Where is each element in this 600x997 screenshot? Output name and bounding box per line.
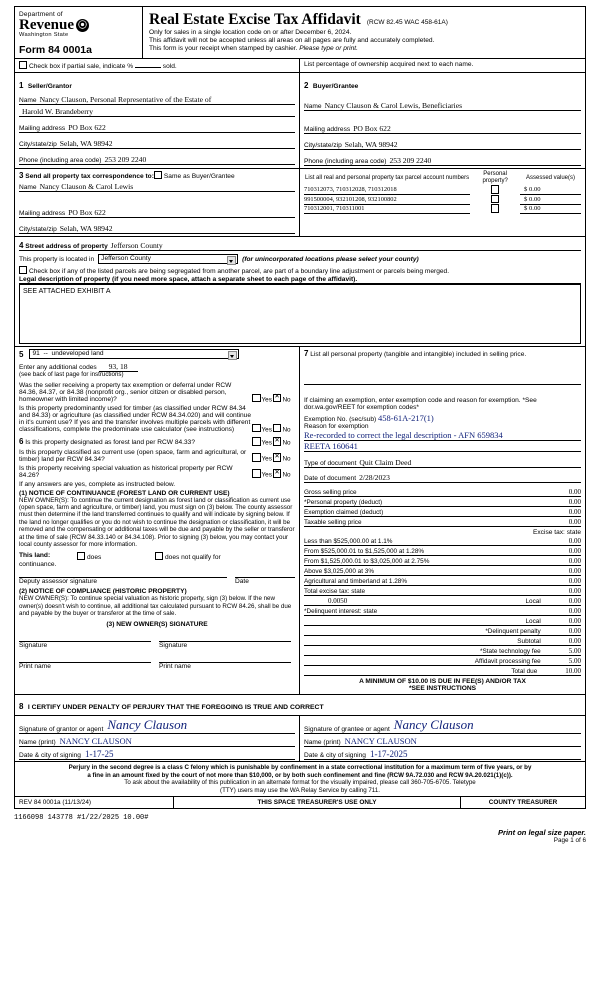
additional-codes-row: [19, 362, 295, 371]
new-owner-signature-title: (3) NEW OWNER(S) SIGNATURE: [106, 620, 208, 628]
seller-mail-row[interactable]: [19, 121, 295, 133]
correspondence-heading: [19, 171, 295, 180]
certify-number: 8: [19, 702, 24, 711]
department-label: Department of: [19, 11, 63, 18]
buyer-name-value: Nancy Clauson & Carol Lewis, Beneficiaries: [324, 101, 463, 110]
gross-selling-price-amount[interactable]: 0.00: [568, 488, 581, 496]
forestland-q2-answer[interactable]: Yes ✕ No: [251, 453, 295, 463]
buyer-mail-row[interactable]: [304, 122, 581, 134]
deputy-assessor-labels: [19, 578, 295, 585]
buyer-name-row[interactable]: [304, 99, 581, 111]
county-row: [19, 254, 581, 264]
partial-sale-row: [15, 59, 585, 73]
personal-property-text: List all personal property (tangible and intangible) included in selling price.: [310, 351, 527, 358]
footer-row: [15, 796, 585, 808]
buyer-mail-label: Mailing address: [304, 126, 351, 133]
same-as-buyer-label: Same as Buyer/Grantee: [163, 173, 235, 180]
bracket-row-3: [304, 566, 581, 576]
chevron-down-icon[interactable]: [227, 256, 236, 265]
bracket-row-0: [304, 536, 581, 546]
assessed-value-2[interactable]: $ 0.00: [520, 204, 581, 214]
correspondence-city-label: City/state/zip: [19, 226, 57, 233]
doc-type-value: Quit Claim Deed: [359, 458, 412, 467]
bracket-amount-2[interactable]: 0.00: [568, 557, 581, 565]
signature-label-2: Signature: [159, 641, 188, 649]
partial-sale-percent-input[interactable]: [135, 67, 161, 68]
forestland-q3-text: Is this property receiving special valuation as historical property per RCW 84.26?: [19, 464, 233, 479]
correspondence-name-row[interactable]: [19, 180, 295, 192]
grantee-date-label: Date & city of signing: [304, 752, 366, 759]
delinquent-penalty-amount[interactable]: 0.00: [568, 627, 581, 635]
assessed-value-col-header: Assessed value(s): [526, 174, 576, 181]
form-number: Form 84 0001a: [19, 44, 92, 56]
timber-question-answer[interactable]: Yes No: [251, 424, 295, 434]
exemption-code-row: [304, 413, 581, 423]
seller-name2-row[interactable]: [19, 105, 295, 117]
land-use-description: undeveloped land: [51, 350, 104, 357]
certification-heading-row: [15, 695, 585, 716]
treasurer-space-label: THIS SPACE TREASURER'S USE ONLY: [174, 797, 461, 808]
bracket-label-0: Less than $525,000.00 at 1.1%: [304, 538, 393, 545]
personal-property-tax-block: [300, 347, 585, 694]
bracket-label-3: Above $3,025,000 at 3%: [304, 568, 374, 575]
grantee-name-label: Name (print): [304, 739, 341, 746]
correspondence-name-label: Name: [19, 184, 37, 191]
parcels-block: [300, 169, 585, 236]
delinquent-interest-row: [304, 606, 581, 616]
new-owner-print-lines: [19, 659, 295, 672]
exemption-code-value[interactable]: 458-61A-217(1): [378, 413, 434, 423]
bracket-label-4: Agricultural and timberland at 1.28%: [304, 578, 408, 585]
bracket-row-2: [304, 556, 581, 566]
deputy-assessor-label: Deputy assessor signature: [19, 578, 98, 586]
buyer-heading: [304, 75, 581, 93]
seller-phone-label: Phone (including area code): [19, 157, 102, 164]
rcw-citation: (RCW 82.45 WAC 458-61A): [366, 19, 448, 26]
personal-property-number: 7: [304, 349, 309, 358]
total-due-amount[interactable]: 10.00: [565, 667, 581, 675]
seller-block: [15, 73, 300, 168]
personal-property-checkbox-1[interactable]: [470, 195, 520, 205]
buyer-city-row[interactable]: [304, 138, 581, 150]
seller-name2-value: Harold W. Brandeberry: [22, 107, 94, 116]
taxable-selling-price-label: Taxable selling price: [304, 519, 362, 526]
table-row: [304, 185, 581, 195]
use-code-row: [19, 349, 295, 359]
form-header: [15, 7, 585, 59]
assessed-value-0[interactable]: $ 0.00: [520, 185, 581, 195]
affidavit-fee-amount[interactable]: 5.00: [568, 657, 581, 665]
delinquent-interest-label: *Delinquent interest: state: [304, 608, 378, 615]
delinquent-penalty-label: *Delinquent penalty: [485, 628, 541, 635]
signature-label-1: Signature: [19, 641, 48, 649]
form-title: [149, 11, 579, 29]
correspondence-number: 3: [19, 171, 24, 180]
this-land-label: This land:: [19, 552, 51, 560]
does-not-qualify-checkbox[interactable]: [155, 552, 163, 560]
total-due-row: [304, 666, 581, 676]
street-address-label: Street address of property: [25, 243, 108, 250]
exemption-reason-label: Reason for exemption: [304, 423, 369, 430]
perjury-line-2: a fine in an amount fixed by the court of not more than $10,000, or by both such confinement and fine (RCW 9A.72.030 and RCW 9A.20.021(1)(c)).: [87, 771, 513, 779]
form-subtitle-3: This form is your receipt when stamped by cashier. Please type or print.: [149, 45, 358, 53]
total-state-row: [304, 586, 581, 596]
property-address-section: [15, 237, 585, 347]
gross-selling-price-row: [304, 487, 581, 497]
page-number: Page 1 of 6: [553, 837, 586, 845]
exemption-question-answer[interactable]: Yes ✕ No: [251, 394, 295, 404]
notice-continuance-body: NEW OWNER(S): To continue the current designation as forest land or classification as current use (open space, farm and agriculture, or timber) land, you must sign on (3) below. The county assessor must then determine if the land transferred continues to qualify and will indicate by signing below. If the land no longer qualifies or you do not wish to continue the designation or classification, it will be removed and the compensating or additional taxes will be due and payable by the seller or transferor at the time of sale (RCW 84.33.140 or 84.34.108). Prior to signing (3) below, you may contact your local county assessor for more information.: [19, 496, 295, 548]
tech-fee-label: *State technology fee: [479, 648, 541, 655]
bracket-label-2: From $1,525,000.01 to $3,025,000 at 2.75%: [304, 558, 430, 565]
same-as-buyer-checkbox[interactable]: [154, 171, 162, 179]
form-subtitle-1: Only for sales in a single location code on or after December 6, 2024.: [149, 29, 352, 36]
street-address-row[interactable]: [19, 239, 581, 251]
forestland-number: 6: [19, 437, 24, 446]
taxable-selling-price-row: [304, 517, 581, 527]
doc-type-label: Type of document: [304, 460, 357, 467]
exemption-reason-value[interactable]: Re-recorded to correct the legal description - AFN 659834: [304, 430, 581, 441]
personal-property-deduct-row: [304, 497, 581, 507]
exemption-claimed-row: [304, 507, 581, 517]
historic-yes-checkbox[interactable]: [252, 469, 261, 478]
bracket-label-1: From $525,000.01 to $1,525,000 at 1.28%: [304, 548, 425, 555]
forestland-q2-row: [19, 449, 295, 463]
signature-section: [15, 716, 585, 762]
perjury-line-1: Perjury in the second degree is a class C felony which is punishable by confinement in a state correctional institution for a maximum term of five years, or by: [68, 764, 532, 771]
forestland-q1-answer[interactable]: Yes ✕ No: [251, 437, 295, 447]
county-label: This property is located in: [19, 255, 95, 263]
county-note: (for unincorporated locations please select your county): [242, 255, 419, 263]
grantor-sig-row[interactable]: [19, 717, 295, 734]
seller-city-value: Selah, WA 98942: [59, 139, 113, 148]
continuance-label: continuance.: [19, 561, 57, 569]
seller-heading: [19, 75, 295, 93]
affidavit-fee-label: Affidavit processing fee: [474, 658, 541, 665]
seller-city-row[interactable]: [19, 137, 295, 149]
gross-selling-price-label: Gross selling price: [304, 489, 357, 496]
segregated-label: Check box if any of the listed parcels are being segregated from another parcel, are part of a boundary line adjustment or parcels being merged.: [29, 268, 450, 275]
correspondence-mail-row[interactable]: [19, 206, 295, 218]
local-label: Local: [525, 598, 541, 605]
parcel-col-header: List all real and personal property tax parcel account numbers: [305, 174, 470, 181]
notice-compliance-title: (2) NOTICE OF COMPLIANCE (HISTORIC PROPERTY): [19, 588, 187, 596]
correspondence-block: [15, 169, 300, 236]
perjury-block: [15, 762, 585, 796]
parcel-number-0[interactable]: 710312073, 710312028, 710312018: [304, 185, 470, 195]
legal-size-note: Print on legal size paper.: [498, 828, 586, 838]
tech-fee-row: [304, 646, 581, 656]
grantee-signature-block: [300, 716, 585, 761]
personal-property-deduct-label: *Personal property (deduct): [304, 499, 383, 506]
legal-description-label: Legal description of property (if you need more space, attach a separate sheet to each page of the affidavit).: [19, 276, 581, 284]
bracket-amount-4[interactable]: 0.00: [568, 577, 581, 585]
correspondence-city-value: Selah, WA 98942: [59, 224, 113, 233]
seller-heading-text: Seller/Grantor: [27, 83, 72, 90]
delinquent-penalty-row: [304, 626, 581, 636]
doc-date-label: Date of document: [304, 475, 357, 482]
timber-question-row: [19, 405, 295, 433]
exemption-code-label: Exemption No. (sec/sub): [304, 416, 377, 423]
chevron-down-icon[interactable]: [228, 351, 237, 360]
forestland-ifany-note: If any answers are yes, complete as instructed below.: [19, 480, 176, 488]
buyer-phone-row[interactable]: [304, 154, 581, 166]
perjury-line-4: (TTY) users may use the WA Relay Service by calling 711.: [220, 786, 380, 794]
excise-tax-state-header: Excise tax: state: [532, 529, 581, 536]
correspondence-heading-text: Send all property tax correspondence to:: [25, 173, 154, 180]
deputy-date-label: Date: [235, 578, 249, 586]
seller-number: 1: [19, 81, 24, 90]
county-select-value: Jefferson County: [101, 255, 151, 262]
personal-property-deduct-amount[interactable]: 0.00: [568, 498, 581, 506]
new-owner-sig-1[interactable]: [19, 638, 155, 651]
additional-codes-value[interactable]: 93, 18: [99, 362, 138, 372]
forestland-q3-answer[interactable]: Yes ✕ No: [251, 469, 295, 479]
minimum-due-note: A MINIMUM OF $10.00 IS DUE IN FEE(S) AND/OR TAX: [359, 678, 526, 685]
timber-no-checkbox[interactable]: [273, 424, 282, 433]
grantee-name-row[interactable]: [304, 736, 581, 747]
new-owner-print-1[interactable]: [19, 659, 155, 672]
doc-date-row[interactable]: [304, 471, 581, 483]
forestland-q3-row: [19, 465, 295, 479]
bracket-row-1: [304, 546, 581, 556]
exemption-instruction: If claiming an exemption, enter exemption code and reason for exemption. *See dor.wa.gov/REET for exemption codes*: [304, 397, 537, 411]
grantee-sig-row[interactable]: [304, 717, 581, 734]
subtotal-amount[interactable]: 0.00: [568, 637, 581, 645]
revenue-logo-icon: ⦿: [77, 20, 87, 30]
forest-yes-checkbox[interactable]: [252, 437, 261, 446]
correspondence-name-value: Nancy Clauson & Carol Lewis: [39, 182, 134, 191]
historic-no-checkbox[interactable]: [273, 469, 282, 478]
land-qualify-row: [19, 552, 295, 561]
buyer-city-value: Selah, WA 98942: [344, 140, 398, 149]
parcel-number-1[interactable]: 991500004, 932101208, 932100802: [304, 195, 470, 205]
land-use-select[interactable]: 91 -- undeveloped land: [29, 349, 239, 359]
street-address-value: Jefferson County: [110, 241, 163, 250]
buyer-phone-label: Phone (including area code): [304, 158, 387, 165]
additional-codes-label: Enter any additional codes: [19, 364, 97, 371]
buyer-number: 2: [304, 81, 309, 90]
segregated-row: [19, 266, 581, 275]
grantor-date-label: Date & city of signing: [19, 752, 81, 759]
personal-property-col-header: Personal property?: [482, 171, 508, 184]
seller-mail-label: Mailing address: [19, 125, 66, 132]
grantee-date-row[interactable]: [304, 749, 581, 760]
personal-property-row: [304, 349, 581, 358]
correspondence-mail-value: PO Box 622: [68, 208, 106, 217]
currentuse-yes-checkbox[interactable]: [252, 453, 261, 462]
correspondence-mail-label: Mailing address: [19, 210, 66, 217]
stamp-text: 1166098 143778 #1/22/2025 10.00#: [14, 814, 149, 823]
buyer-phone-value: 253 209 2240: [389, 156, 432, 165]
exempt-no-checkbox[interactable]: [273, 394, 282, 403]
taxable-selling-price-amount[interactable]: 0.00: [568, 518, 581, 526]
partial-sale-checkbox[interactable]: [19, 61, 27, 69]
total-state-label: Total excise tax: state: [304, 588, 366, 595]
timber-yes-checkbox[interactable]: [252, 424, 261, 433]
exemption-claimed-amount[interactable]: 0.00: [568, 508, 581, 516]
buyer-mail-value: PO Box 622: [353, 124, 391, 133]
legal-description-box[interactable]: [19, 284, 581, 344]
affidavit-form: [14, 6, 586, 809]
form-subtitle-2: This affidavit will not be accepted unless all areas on all pages are fully and accurately completed.: [149, 37, 435, 45]
county-treasurer-label: COUNTY TREASURER: [488, 799, 558, 807]
local-rate-row: [304, 596, 581, 606]
local-amount[interactable]: 0.00: [568, 597, 581, 605]
partial-sale-label: Check box if partial sale, indicate %: [29, 63, 134, 70]
parcel-table: [304, 171, 581, 214]
state-label: Washington State: [19, 32, 69, 38]
grantee-date-value: 1-17-2025: [369, 749, 408, 759]
print-name-label-2: Print name: [159, 662, 191, 670]
additional-codes-note: (see back of last page for instructions): [19, 371, 124, 378]
parties-section: [15, 73, 585, 169]
forestland-q2-text: Is this property classified as current use (open space, farm and agricultural, or timber) land per RCW 84.34?: [19, 448, 247, 463]
form-title-text: Real Estate Excise Tax Affidavit: [149, 11, 361, 28]
segregated-checkbox[interactable]: [19, 266, 27, 274]
doc-date-value: 2/28/2023: [359, 473, 390, 482]
delinquent-interest-amount[interactable]: 0.00: [568, 607, 581, 615]
form-revision: REV 84 0001a (11/13/24): [15, 797, 174, 808]
land-use-code: 91: [32, 350, 40, 357]
grantee-signature-value: Nancy Clauson: [393, 717, 474, 732]
currentuse-no-checkbox[interactable]: [273, 453, 282, 462]
grantor-sig-label: Signature of grantor or agent: [19, 726, 104, 733]
partial-sale-left: [15, 59, 300, 72]
buyer-heading-text: Buyer/Grantee: [312, 83, 359, 90]
seller-name-value: Nancy Clauson, Personal Representative of the Estate of: [39, 95, 212, 104]
delinquent-local-row: [304, 616, 581, 626]
buyer-name-label: Name: [304, 103, 322, 110]
certify-heading: I CERTIFY UNDER PENALTY OF PERJURY THAT THE FOREGOING IS TRUE AND CORRECT: [27, 704, 324, 711]
exemption-question-row: [19, 382, 295, 403]
does-label: does: [87, 554, 102, 562]
agency-block: [15, 7, 143, 58]
grantor-signature-value: Nancy Clauson: [107, 717, 188, 732]
agency-name: Revenue ⦿: [19, 17, 87, 33]
exempt-yes-checkbox[interactable]: [252, 394, 261, 403]
use-block: [15, 347, 300, 694]
bracket-amount-3[interactable]: 0.00: [568, 567, 581, 575]
grantor-name-row[interactable]: [19, 736, 295, 747]
correspondence-city-row[interactable]: [19, 222, 295, 234]
seller-city-label: City/state/zip: [19, 141, 57, 148]
bracket-amount-1[interactable]: 0.00: [568, 547, 581, 555]
print-name-label-1: Print name: [19, 662, 51, 670]
grantor-signature-block: [15, 716, 300, 761]
seller-name-row[interactable]: [19, 93, 295, 105]
correspondence-parcels-section: [15, 169, 585, 237]
grantor-date-row[interactable]: [19, 749, 295, 760]
seller-name-label: Name: [19, 97, 37, 104]
grantee-name-value: NANCY CLAUSON: [344, 736, 417, 746]
subtotal-label: Subtotal: [517, 638, 541, 645]
bracket-amount-0[interactable]: 0.00: [568, 537, 581, 545]
ownership-note: List percentage of ownership acquired next to each name.: [304, 61, 474, 68]
forest-no-checkbox[interactable]: [273, 437, 282, 446]
total-due-label: Total due: [511, 668, 538, 675]
does-not-label: does not qualify for: [165, 554, 221, 562]
assessed-value-1[interactable]: $ 0.00: [520, 195, 581, 205]
grantor-date-value: 1-17-25: [84, 749, 114, 759]
notice-continuance-title: (1) NOTICE OF CONTINUANCE (FOREST LAND OR CURRENT USE): [19, 489, 230, 497]
parcel-number-2[interactable]: 710312001, 710311001: [304, 204, 470, 214]
personal-property-input[interactable]: [304, 358, 581, 385]
notice-compliance-body: NEW OWNER(S): To continue special valuation as historic property, sign (3) below. If the new owner(s) doesn't wish to continue, all additional tax calculated pursuant to RCW 84.26, shall be due and payable by the buyer or transferor at the time of sale.: [19, 595, 292, 618]
partial-sale-sold-label: sold.: [162, 63, 177, 70]
street-number: 4: [19, 241, 24, 250]
new-owner-signature-lines: [19, 638, 295, 651]
forestland-q1-text: Is this property designated as forest land per RCW 84.33?: [25, 439, 195, 446]
form-subtitle-3-italic: Please type or print.: [299, 45, 358, 53]
bracket-row-4: [304, 576, 581, 586]
does-qualify-checkbox[interactable]: [77, 552, 85, 560]
use-number: 5: [19, 349, 24, 359]
grantor-name-value: NANCY CLAUSON: [59, 736, 132, 746]
see-instructions-note: *SEE INSTRUCTIONS: [408, 685, 477, 692]
grantee-sig-label: Signature of grantee or agent: [304, 726, 390, 733]
seller-mail-value: PO Box 622: [68, 123, 106, 132]
subtotal-row: [304, 636, 581, 646]
exemption-reason-row: [304, 423, 581, 430]
tech-fee-amount[interactable]: 5.00: [568, 647, 581, 655]
total-state-amount[interactable]: 0.00: [568, 587, 581, 595]
delinquent-local-label: Local: [525, 618, 541, 625]
new-owner-print-2[interactable]: [155, 659, 295, 672]
grantor-name-label: Name (print): [19, 739, 56, 746]
exemption-claimed-label: Exemption claimed (deduct): [304, 509, 384, 516]
legal-description-value: SEE ATTACHED EXHIBIT A: [23, 288, 111, 295]
title-block: [143, 7, 585, 58]
new-owner-sig-2[interactable]: [155, 638, 295, 651]
exemption-reason-value-2[interactable]: REETA 160641: [304, 441, 581, 452]
table-row: [304, 195, 581, 205]
table-row: [304, 204, 581, 214]
affidavit-fee-row: [304, 656, 581, 666]
exemption-question-text: Was the seller receiving a property tax exemption or deferral under RCW 84.36, 84.37, or 84.38 (nonprofit org., senior citizen or disabled person, homeowner with limited income)?: [19, 382, 232, 403]
forestland-q1-row: [19, 437, 295, 447]
parcel-table-header: [304, 171, 581, 185]
timber-question-text: Is this property predominantly used for timber (as classified under RCW 84.34 and 84.33) or agriculture (as classified under RCW 84.34.020) and will continue in it's current use? If yes and the transfer involves multiple parcels with different classifications, complete the predominate use calculator (see instructions): [19, 405, 252, 433]
use-personal-section: [15, 347, 585, 695]
seller-phone-row[interactable]: [19, 153, 295, 165]
doc-type-row[interactable]: [304, 456, 581, 468]
perjury-line-3: To ask about the availability of this publication in an alternate format for the visually impaired, please call 360-705-6705. Teletype: [124, 779, 476, 787]
seller-phone-value: 253 209 2240: [104, 155, 147, 164]
buyer-city-label: City/state/zip: [304, 142, 342, 149]
personal-property-checkbox-2[interactable]: [470, 204, 520, 214]
county-select[interactable]: [98, 254, 238, 264]
personal-property-checkbox-0[interactable]: [470, 185, 520, 195]
buyer-block: [300, 73, 585, 168]
local-rate-value[interactable]: 0.0050: [328, 597, 348, 605]
delinquent-local-amount[interactable]: 0.00: [568, 617, 581, 625]
